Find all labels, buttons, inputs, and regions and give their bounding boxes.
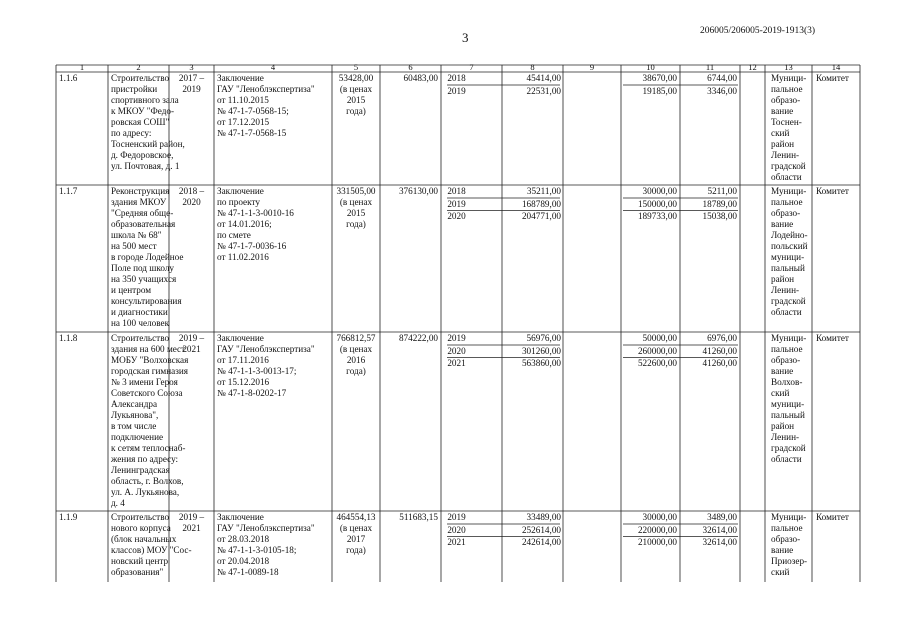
financing-total: 56976,00 [526, 333, 561, 343]
financing-total: 45414,00 [526, 73, 561, 83]
financing-total: 204771,00 [521, 211, 561, 221]
financing-regional-budget: 210000,00 [637, 537, 677, 547]
column-number-header: 14 [831, 62, 841, 72]
column-number-header: 13 [784, 62, 793, 72]
object-name: Строительство пристройки спортивного зала к МКОУ "Федо- ровская СОШ" по адресу: Тосненский район, д. Федоровское, ул. Почтовая, 1 [111, 73, 185, 171]
responsible-executor: Комитет [816, 512, 849, 522]
financing-year: 2020 [447, 345, 466, 356]
financing-local-budget: 18789,00 [702, 198, 737, 209]
financing-total: 168789,00 [521, 198, 561, 209]
financing-regional-budget: 38670,00 [642, 73, 677, 83]
column-number-header: 10 [646, 62, 655, 72]
estimated-cost: 53428,00 (в ценах 2015 года) [338, 73, 374, 116]
financing-regional-budget: 220000,00 [637, 524, 677, 535]
financing-year: 2019 [447, 333, 466, 343]
construction-period: 2017 – 2019 [178, 73, 205, 94]
column-number-header: 4 [270, 62, 276, 72]
financing-regional-budget: 150000,00 [637, 198, 677, 209]
financing-year: 2019 [447, 198, 466, 209]
financing-year: 2021 [447, 358, 466, 368]
object-name: Реконструкция здания МКОУ "Средняя обще- образовательная школа № 68" на 500 мест в городе Лодейное Поле под школу на 350 учащихся и центром консультирования и диагностики на 100 человек [111, 186, 184, 328]
column-number-header: 8 [530, 62, 535, 72]
financing-total: 563860,00 [521, 358, 561, 368]
document-id: 206005/206005-2019-1913(3) [700, 26, 816, 36]
expert-conclusion: Заключение ГАУ "Леноблэкспертиза" от 28.03.2018 № 47-1-1-3-0105-18; от 20.04.2018 № 47-1-0089-18 [217, 512, 315, 577]
estimated-cost: 464554,13 (в ценах 2017 года) [336, 512, 376, 555]
construction-period: 2019 – 2021 [178, 512, 205, 533]
row-number: 1.1.6 [59, 73, 78, 83]
construction-period: 2019 – 2021 [178, 333, 205, 354]
financing-year: 2018 [447, 73, 466, 83]
financing-local-budget: 32614,00 [702, 524, 737, 535]
financing-regional-budget: 260000,00 [637, 345, 677, 356]
financing-total: 301260,00 [521, 345, 561, 356]
financing-local-budget: 3346,00 [707, 85, 737, 96]
column-number-header: 6 [408, 62, 413, 72]
customer-municipality: Муници- пальное образо- вание Волхов- ский муници- пальный район Ленин- градской области [771, 333, 807, 464]
financing-local-budget: 3489,00 [707, 512, 737, 522]
financing-regional-budget: 50000,00 [642, 333, 677, 343]
expert-conclusion: Заключение ГАУ "Леноблэкспертиза" от 17.11.2016 № 47-1-1-3-0013-17; от 15.12.2016 № 47-1-8-0202-17 [217, 333, 315, 398]
financing-regional-budget: 522600,00 [637, 358, 677, 368]
financing-total: 242614,00 [521, 537, 561, 547]
financing-regional-budget: 19185,00 [642, 85, 677, 96]
page-number: 3 [462, 30, 469, 45]
row-number: 1.1.9 [59, 512, 78, 522]
column-number-header: 2 [136, 62, 141, 72]
financing-year: 2018 [447, 186, 466, 196]
estimated-cost: 766812,57 (в ценах 2016 года) [336, 333, 376, 376]
column-number-header: 5 [353, 62, 359, 72]
responsible-executor: Комитет [816, 333, 849, 343]
financing-regional-budget: 30000,00 [642, 512, 677, 522]
financing-year: 2020 [447, 524, 466, 535]
financing-year: 2020 [447, 211, 466, 221]
financing-year: 2019 [447, 512, 466, 522]
customer-municipality: Муници- пальное образо- вание Приозер- ский [771, 512, 808, 577]
financing-local-budget: 6976,00 [707, 333, 737, 343]
financing-year: 2021 [447, 537, 466, 547]
construction-period: 2018 – 2020 [178, 186, 205, 207]
cost-current-prices: 60483,00 [403, 73, 438, 83]
responsible-executor: Комитет [816, 186, 849, 196]
column-number-header: 7 [469, 62, 474, 72]
expert-conclusion: Заключение по проекту № 47-1-1-3-0010-16 от 14.01.2016; по смете № 47-1-7-0036-16 от 11.02.2016 [217, 186, 294, 262]
column-number-header: 1 [79, 62, 85, 72]
row-number: 1.1.8 [59, 333, 78, 343]
financing-total: 33489,00 [526, 512, 561, 522]
responsible-executor: Комитет [816, 73, 849, 83]
column-number-header: 12 [748, 62, 757, 72]
column-number-header: 9 [589, 62, 595, 72]
financing-total: 35211,00 [526, 186, 561, 196]
financing-local-budget: 6744,00 [707, 73, 737, 83]
financing-local-budget: 32614,00 [702, 537, 737, 547]
customer-municipality: Муници- пальное образо- вание Тоснен- ский район Ленин- градской области [771, 73, 807, 182]
cost-current-prices: 511683,15 [399, 512, 438, 522]
financing-local-budget: 15038,00 [702, 211, 737, 221]
object-name: Строительство нового корпуса (блок начальных классов) МОУ "Сос- новский центр образования" [111, 512, 192, 577]
financing-total: 252614,00 [521, 524, 561, 535]
financing-local-budget: 41260,00 [702, 358, 737, 368]
financing-local-budget: 5211,00 [707, 186, 737, 196]
financing-regional-budget: 189733,00 [637, 211, 677, 221]
financing-regional-budget: 30000,00 [642, 186, 677, 196]
cost-current-prices: 874222,00 [398, 333, 438, 343]
expert-conclusion: Заключение ГАУ "Леноблэкспертиза" от 11.10.2015 № 47-1-7-0568-15; от 17.12.2015 № 47-1-7-0568-15 [217, 73, 315, 138]
row-number: 1.1.7 [59, 186, 78, 196]
estimated-cost: 331505,00 (в ценах 2015 года) [336, 186, 376, 229]
financing-total: 22531,00 [526, 85, 561, 96]
cost-current-prices: 376130,00 [398, 186, 438, 196]
column-number-header: 3 [189, 62, 194, 72]
customer-municipality: Муници- пальное образо- вание Лодейно- польский муници- пальный район Ленин- градской области [771, 186, 808, 317]
financing-local-budget: 41260,00 [702, 345, 737, 356]
financing-year: 2019 [447, 85, 466, 96]
object-name: Строительство здания на 600 мест МОБУ "Волховская городская гимназия № 3 имени Героя Советского Союза Александра Лукьянова", в том числе подключение к сетям теплоснаб- жения по адресу: Ленинградская область, г. Волхов, ул. А. Лукьянова, д. 4 [111, 333, 189, 508]
column-number-header: 11 [705, 62, 715, 72]
